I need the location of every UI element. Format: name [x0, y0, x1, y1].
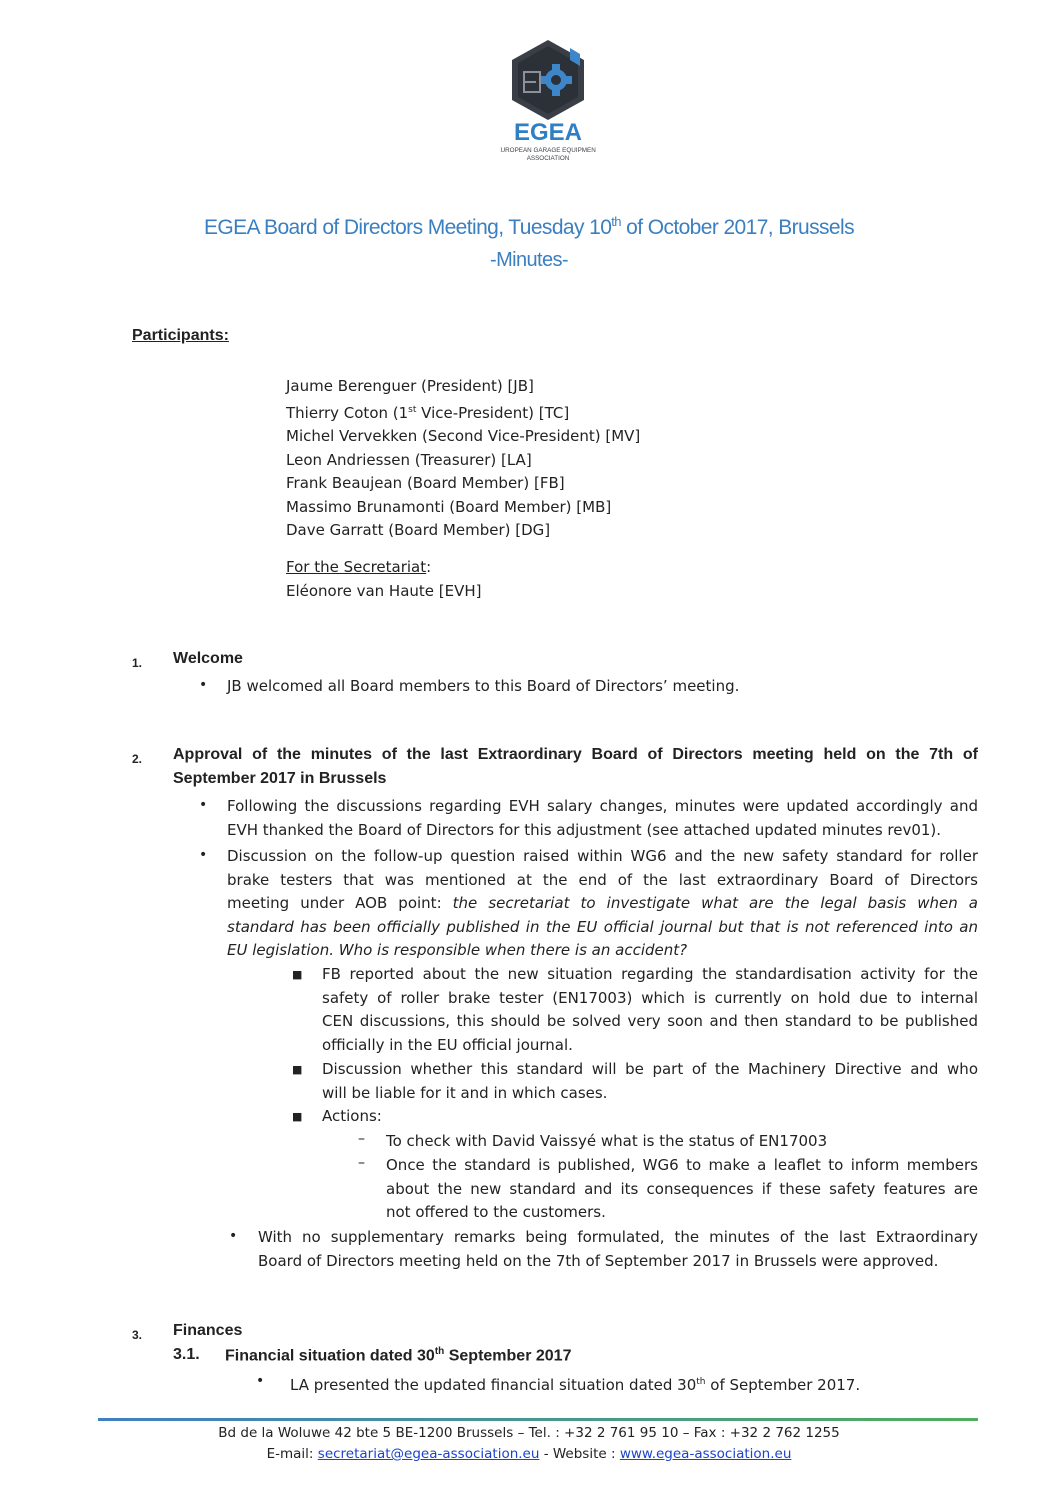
- section-3-1-bullet-1: LA presented the updated financial situation dated 30th of September 2017.: [290, 1376, 861, 1394]
- participant: Thierry Coton (1st Vice-President) [TC]: [286, 403, 570, 422]
- square-bullet-icon: ■: [292, 968, 303, 981]
- section-2-heading-line2: September 2017 in Brussels: [173, 770, 387, 787]
- participant: Frank Beaujean (Board Member) [FB]: [286, 474, 565, 492]
- title-part-b: of October 2017, Brussels: [620, 216, 854, 239]
- section-3-heading: Finances: [173, 1322, 243, 1339]
- svg-text:EGEA: EGEA: [513, 119, 583, 146]
- participants-list: [286, 375, 640, 543]
- secretariat-label: For the Secretariat:: [286, 558, 432, 576]
- square-bullet-icon: ■: [292, 1110, 303, 1123]
- section-3-number: 3.: [132, 1328, 143, 1342]
- participant: Massimo Brunamonti (Board Member) [MB]: [286, 497, 612, 516]
- section-2-bullet-3: With no supplementary remarks being formulated, the minutes of the last Extraordinary Board of Directors meeting held on the 7th of September 2017 in Brussels were approved.: [258, 1228, 978, 1270]
- section-3-1-heading: Financial situation dated 30th September 2017: [225, 1346, 572, 1365]
- footer-divider: [98, 1418, 978, 1421]
- section-2-heading-line1: Approval of the minutes of the last Extraordinary Board of Directors meeting held on the 7th of: [173, 746, 978, 763]
- footer-address: Bd de la Woluwe 42 bte 5 BE-1200 Brussels – Tel. : +32 2 761 95 10 – Fax : +32 2 762 1255: [218, 1425, 840, 1441]
- svg-text:EUROPEAN GARAGE EQUIPMENT: EUROPEAN GARAGE EQUIPMENT: [500, 147, 596, 154]
- dash-bullet-icon: –: [358, 1155, 365, 1171]
- document-title: [0, 214, 1058, 240]
- section-2-number: 2.: [132, 752, 143, 766]
- bullet-icon: •: [256, 1373, 265, 1389]
- participant: Michel Vervekken (Second Vice-President) [MV]: [286, 427, 641, 445]
- bullet-icon: •: [199, 677, 208, 693]
- bullet-icon: •: [199, 797, 208, 813]
- section-2-subbullet-3: Actions:: [322, 1107, 382, 1125]
- title-part-a: EGEA Board of Directors Meeting, Tuesday 10: [204, 216, 612, 239]
- section-1-bullet-1: JB welcomed all Board members to this Board of Directors’ meeting.: [227, 677, 740, 695]
- website-link[interactable]: www.egea-association.eu: [619, 1446, 792, 1462]
- secretariat-name: Eléonore van Haute [EVH]: [286, 582, 482, 600]
- svg-text:ASSOCIATION: ASSOCIATION: [526, 155, 570, 162]
- egea-logo: [500, 38, 596, 168]
- footer-contact: E-mail: secretariat@egea-association.eu - Website : www.egea-association.eu: [266, 1446, 792, 1462]
- dash-bullet-icon: –: [358, 1131, 365, 1147]
- participant: Leon Andriessen (Treasurer) [LA]: [286, 450, 532, 469]
- section-2-bullet-1: Following the discussions regarding EVH salary changes, minutes were updated accordingly and EVH thanked the Board of Directors for this adjustment (see attached updated minutes rev01).: [227, 797, 978, 839]
- section-2-subbullet-2: Discussion whether this standard will be part of the Machinery Directive and who will be liable for it and in which cases.: [322, 1060, 978, 1102]
- bullet-icon: •: [229, 1228, 238, 1244]
- title-sup: th: [611, 214, 621, 229]
- bullet-icon: •: [199, 847, 208, 863]
- section-3-1-number: 3.1.: [173, 1346, 200, 1363]
- square-bullet-icon: ■: [292, 1063, 303, 1076]
- document-subtitle: -Minutes-: [490, 249, 568, 271]
- participants-heading: Participants:: [132, 327, 229, 344]
- action-item-1: To check with David Vaissyé what is the status of EN17003: [386, 1132, 828, 1150]
- section-2-bullet-2: Discussion on the follow-up question raised within WG6 and the new safety standard for roller brake testers that was mentioned at the end of the last extraordinary Board of Directors meeting under AOB point: the secretariat to investigate what are the legal basis when a standard has been officially published in the EU official journal but that is not referenced into an EU legislation. Who is responsible when there is an accident?: [227, 847, 978, 959]
- participant: Jaume Berenguer (President) [JB]: [286, 377, 534, 395]
- participant: Dave Garratt (Board Member) [DG]: [286, 521, 551, 539]
- section-2-subbullet-1: FB reported about the new situation regarding the standardisation activity for the safety of roller brake tester (EN17003) which is currently on hold due to internal CEN discussions, this should be solved very soon and then standard to be published officially in the EU official journal.: [322, 965, 978, 1054]
- email-link[interactable]: secretariat@egea-association.eu: [317, 1446, 540, 1462]
- action-item-2: Once the standard is published, WG6 to make a leaflet to inform members about the new standard and its consequences if these safety features are not offered to the customers.: [386, 1156, 978, 1221]
- section-1-heading: Welcome: [173, 650, 243, 667]
- section-1-number: 1.: [132, 656, 143, 670]
- egea-logo-icon: [500, 38, 596, 168]
